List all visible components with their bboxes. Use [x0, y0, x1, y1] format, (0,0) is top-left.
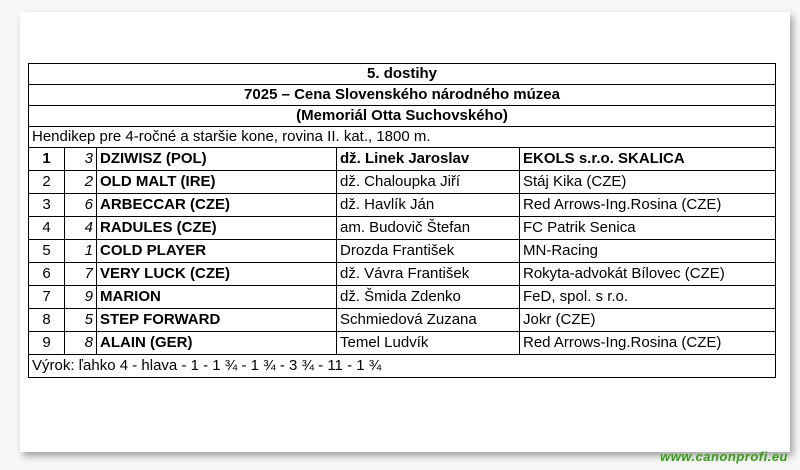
horse-number-cell: 1 [65, 240, 97, 263]
place-cell: 4 [29, 217, 65, 240]
result-row [29, 263, 776, 286]
horse-name-cell: RADULES (CZE) [97, 217, 337, 240]
horse-number-cell: 5 [65, 309, 97, 332]
horse-number-cell: 2 [65, 171, 97, 194]
result-row [29, 217, 776, 240]
horse-name-cell: ALAIN (GER) [97, 332, 337, 355]
horse-number-cell: 6 [65, 194, 97, 217]
result-row [29, 148, 776, 171]
result-row [29, 171, 776, 194]
horse-name-cell: VERY LUCK (CZE) [97, 263, 337, 286]
result-row [29, 332, 776, 355]
horse-number-cell: 4 [65, 217, 97, 240]
horse-name-cell: ARBECCAR (CZE) [97, 194, 337, 217]
race-name: 7025 – Cena Slovenského národného múzea [29, 85, 776, 106]
race-memorial: (Memoriál Otta Suchovského) [29, 106, 776, 127]
horse-name-cell: DZIWISZ (POL) [97, 148, 337, 171]
owner-cell: Rokyta-advokát Bílovec (CZE) [520, 263, 776, 286]
rider-cell: dž. Chaloupka Jiří [337, 171, 520, 194]
watermark: www.canonprofi.eu [660, 449, 788, 464]
horse-number-cell: 3 [65, 148, 97, 171]
owner-cell: Stáj Kika (CZE) [520, 171, 776, 194]
place-cell: 6 [29, 263, 65, 286]
rider-cell: dž. Vávra František [337, 263, 520, 286]
owner-cell: Jokr (CZE) [520, 309, 776, 332]
owner-cell: FeD, spol. s r.o. [520, 286, 776, 309]
rider-cell: am. Budovič Štefan [337, 217, 520, 240]
owner-cell: Red Arrows-Ing.Rosina (CZE) [520, 332, 776, 355]
owner-cell: Red Arrows-Ing.Rosina (CZE) [520, 194, 776, 217]
place-cell: 7 [29, 286, 65, 309]
horse-name-cell: COLD PLAYER [97, 240, 337, 263]
rider-cell: dž. Šmida Zdenko [337, 286, 520, 309]
horse-name-cell: OLD MALT (IRE) [97, 171, 337, 194]
owner-cell: EKOLS s.r.o. SKALICA [520, 148, 776, 171]
results-table [28, 63, 776, 378]
margins-row [29, 355, 776, 378]
place-cell: 3 [29, 194, 65, 217]
place-cell: 1 [29, 148, 65, 171]
horse-number-cell: 9 [65, 286, 97, 309]
place-cell: 2 [29, 171, 65, 194]
rider-cell: Drozda František [337, 240, 520, 263]
race-conditions: Hendikep pre 4-ročné a staršie kone, rovina II. kat., 1800 m. [29, 127, 776, 148]
rider-cell: dž. Linek Jaroslav [337, 148, 520, 171]
race-number-title: 5. dostihy [29, 64, 776, 85]
result-row [29, 240, 776, 263]
place-cell: 5 [29, 240, 65, 263]
rider-cell: Temel Ludvík [337, 332, 520, 355]
horse-name-cell: STEP FORWARD [97, 309, 337, 332]
owner-cell: MN-Racing [520, 240, 776, 263]
horse-number-cell: 7 [65, 263, 97, 286]
owner-cell: FC Patrik Senica [520, 217, 776, 240]
result-row [29, 194, 776, 217]
place-cell: 9 [29, 332, 65, 355]
horse-name-cell: MARION [97, 286, 337, 309]
rider-cell: Schmiedová Zuzana [337, 309, 520, 332]
result-row [29, 309, 776, 332]
place-cell: 8 [29, 309, 65, 332]
margins-text: Výrok: ľahko 4 - hlava - 1 - 1 ¾ - 1 ¾ - 3 ¾ - 11 - 1 ¾ [29, 355, 776, 378]
result-row [29, 286, 776, 309]
horse-number-cell: 8 [65, 332, 97, 355]
rider-cell: dž. Havlík Ján [337, 194, 520, 217]
